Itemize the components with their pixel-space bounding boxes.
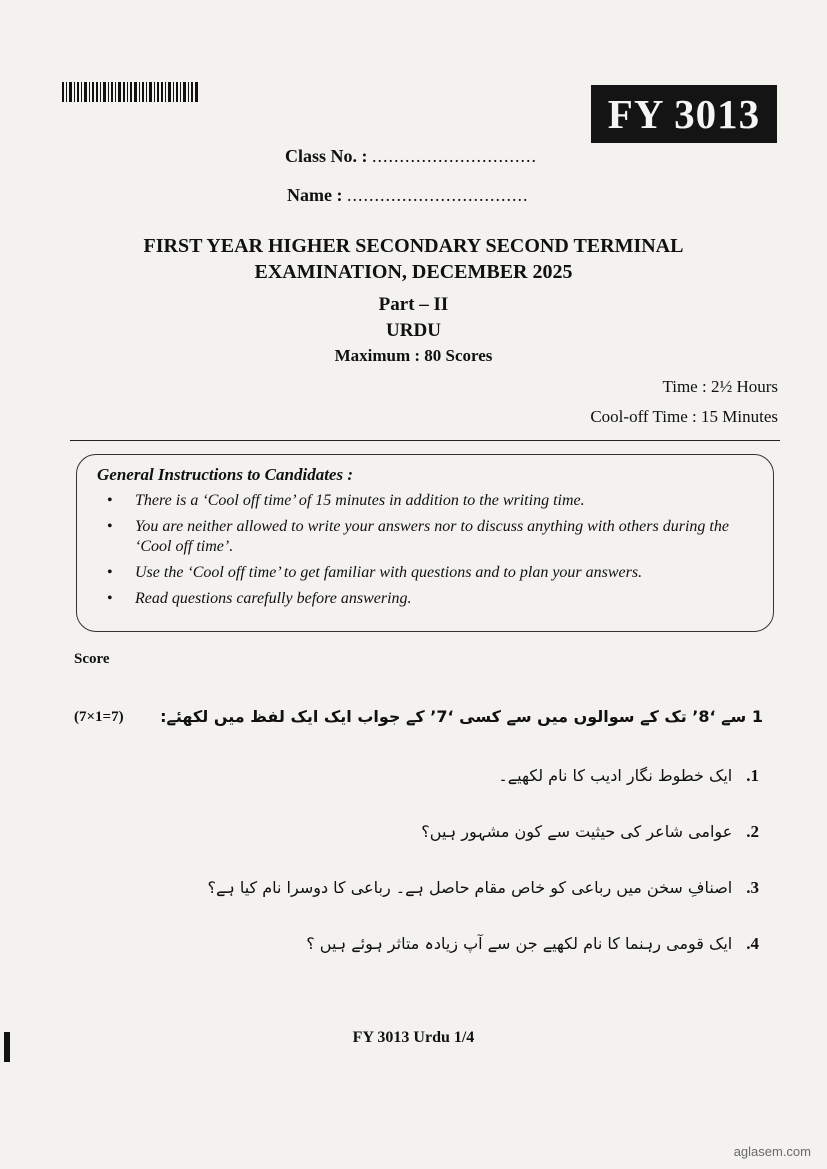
page-footer: FY 3013 Urdu 1/4 [352, 1029, 475, 1046]
instruction-item: • You are neither allowed to write your answers nor to discuss anything with others during the ‘Cool off time’. [103, 517, 743, 557]
question-number: 4. [746, 934, 759, 953]
name-dots: ................................. [346, 185, 529, 205]
question-text: ایک خطوط نگار ادیب کا نام لکھیے۔ [498, 766, 733, 785]
section-instruction: 1 سے ‘8’ تک کے سوالوں میں سے کسی ‘7’ کے جواب ایک ایک لفظ میں لکھئے: [160, 707, 763, 726]
exam-title-line1: FIRST YEAR HIGHER SECONDARY SECOND TERMINAL [143, 235, 684, 257]
barcode [62, 82, 198, 102]
question-3 [208, 878, 760, 898]
score-column-label: Score [74, 651, 110, 667]
instructions-list [103, 491, 743, 615]
question-1 [498, 766, 759, 786]
watermark: aglasem.com [733, 1144, 811, 1159]
question-2 [421, 822, 759, 842]
maximum-scores: Maximum : 80 Scores [334, 346, 493, 365]
question-text: اصنافِ سخن میں رباعی کو خاص مقام حاصل ہے۔ رباعی کا دوسرا نام کیا ہے؟ [207, 878, 733, 897]
class-no-dots: .............................. [372, 146, 538, 166]
paper-code-box: FY 3013 [591, 85, 777, 143]
class-no-label: Class No. : [285, 146, 368, 166]
question-4 [306, 934, 759, 954]
instructions-box [76, 454, 774, 632]
instruction-item: • There is a ‘Cool off time’ of 15 minutes in addition to the writing time. [103, 491, 743, 511]
question-text: ایک قومی رہنما کا نام لکھیے جن سے آپ زیادہ متاثر ہوئے ہیں ؟ [306, 934, 733, 953]
part-label: Part – II [378, 294, 449, 315]
name-field [287, 185, 528, 206]
exam-title-line2: EXAMINATION, DECEMBER 2025 [254, 261, 573, 283]
cool-off-time: Cool-off Time : 15 Minutes [590, 407, 778, 426]
instruction-item: • Read questions carefully before answering. [103, 589, 743, 609]
instructions-heading: General Instructions to Candidates : [97, 465, 353, 484]
question-number: 1. [746, 766, 759, 785]
scan-edge-mark [4, 1032, 10, 1062]
question-number: 2. [746, 822, 759, 841]
name-label: Name : [287, 185, 343, 205]
question-number: 3. [746, 878, 759, 897]
section-marks: (7×1=7) [74, 709, 124, 725]
divider-line [70, 440, 780, 441]
time-duration: Time : 2½ Hours [662, 377, 778, 396]
instruction-item: • Use the ‘Cool off time’ to get familiar with questions and to plan your answers. [103, 563, 743, 583]
class-no-field [285, 146, 537, 167]
subject-label: URDU [386, 320, 441, 341]
question-text: عوامی شاعر کی حیثیت سے کون مشہور ہیں؟ [421, 822, 733, 841]
